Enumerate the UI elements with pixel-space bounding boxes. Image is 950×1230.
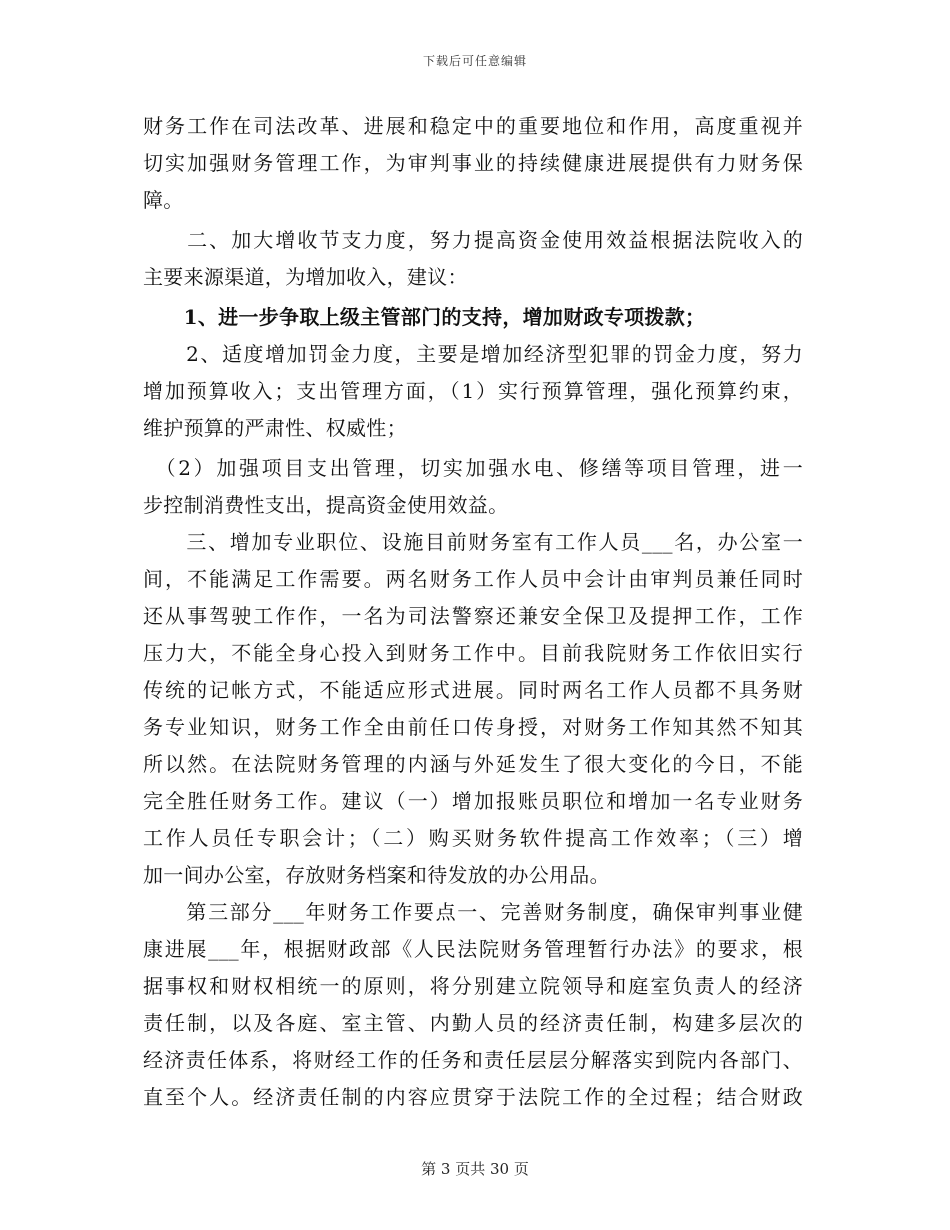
body-line: 务专业知识，财务工作全由前任口传身授，对财务工作知其然不知其 [143,715,803,739]
body-line: 传统的记帐方式，不能适应形式进展。同时两名工作人员都不具务财 [143,678,803,702]
body-line: 直至个人。经济责任制的内容应贯穿于法院工作的全过程；结合财政 [143,1085,803,1109]
body-line: 工作人员任专职会计；（二）购买财务软件提高工作效率；（三）增 [143,826,803,850]
page-header: 下载后可任意编辑 [422,54,527,68]
body-line: 所以然。在法院财务管理的内涵与外延发生了很大变化的今日，不能 [143,752,803,776]
body-line: 康进展___年，根据财政部《人民法院财务管理暂行办法》的要求，根 [143,937,803,961]
body-line: 据事权和财权相统一的原则，将分别建立院领导和庭室负责人的经济 [143,974,803,998]
body-line: 完全胜任财务工作。建议（一）增加报账员职位和增加一名专业财务 [143,789,803,813]
body-line: 财务工作在司法改革、进展和稳定中的重要地位和作用，高度重视并 [143,114,803,138]
body-line: 加一间办公室，存放财务档案和待发放的办公用品。 [143,863,610,887]
body-line: 压力大，不能全身心投入到财务工作中。目前我院财务工作依旧实行 [143,641,803,665]
body-line: 责任制，以及各庭、室主管、内勤人员的经济责任制，构建多层次的 [143,1011,803,1035]
body-line: 增加预算收入；支出管理方面，（1）实行预算管理，强化预算约束， [143,379,803,403]
body-line: 第三部分___年财务工作要点一、完善财务制度，确保审判事业健 [143,900,803,924]
body-line-bold: 1、进一步争取上级主管部门的支持，增加财政专项拨款； [143,305,706,329]
body-line: 切实加强财务管理工作，为审判事业的持续健康进展提供有力财务保 [143,151,803,175]
body-line: 经济责任体系，将财经工作的任务和责任层层分解落实到院内各部门、 [143,1048,803,1072]
body-line: 二、加大增收节支力度，努力提高资金使用效益根据法院收入的 [143,228,803,252]
body-line: 主要来源渠道，为增加收入，建议： [143,265,468,289]
body-line: （2）加强项目支出管理，切实加强水电、修缮等项目管理，进一 [143,456,803,480]
body-line: 2、适度增加罚金力度，主要是增加经济型犯罪的罚金力度，努力 [143,342,803,366]
body-line: 还从事驾驶工作作，一名为司法警察还兼安全保卫及提押工作，工作 [143,604,803,628]
body-line: 障。 [143,188,184,212]
body-line: 间，不能满足工作需要。两名财务工作人员中会计由审判员兼任同时 [143,567,803,591]
body-line: 维护预算的严肃性、权威性； [143,416,407,440]
body-line: 三、增加专业职位、设施目前财务室有工作人员___名，办公室一 [143,530,803,554]
page-number: 第 3 页共 30 页 [421,1160,529,1178]
document-body [143,108,803,1116]
body-line: 步控制消费性支出，提高资金使用效益。 [143,493,509,517]
